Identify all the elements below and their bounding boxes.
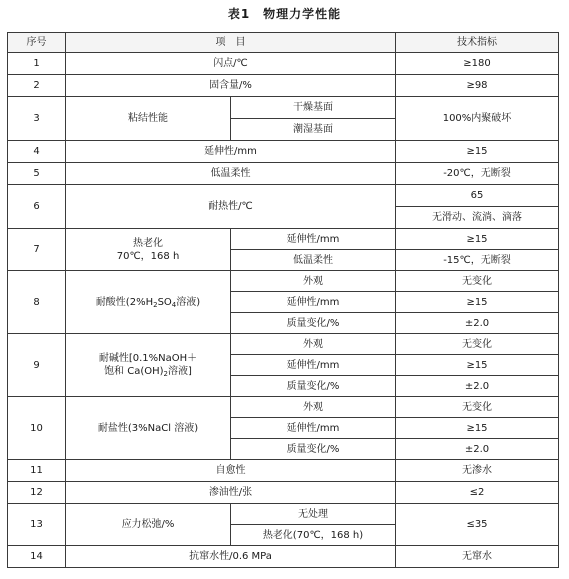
row-subitem: 延伸性/mm [231,355,396,376]
row-subitem: 延伸性/mm [231,292,396,313]
row-number: 8 [8,271,66,334]
table-row [8,163,559,185]
subscript: 4 [171,300,177,309]
table-caption: 表1 物理力学性能 [227,7,342,21]
row-spec: 无变化 [396,271,559,292]
header-spec: 技术指标 [396,33,559,53]
row-subitem: 热老化(70℃，168 h) [231,525,396,546]
row-subitem: 低温柔性 [231,250,396,271]
row-item: 抗窜水性/0.6 MPa [66,546,396,568]
row-spec: ≥98 [396,75,559,97]
row-spec: ≥180 [396,53,559,75]
row-subitem: 质量变化/% [231,439,396,460]
row-item: 延伸性/mm [66,141,396,163]
row-spec: 无变化 [396,334,559,355]
row-spec: ≤2 [396,482,559,504]
row-number: 11 [8,460,66,482]
row-item-line2 [68,365,228,378]
row-subitem: 质量变化/% [231,376,396,397]
row-item: 耐热性/℃ [66,185,396,229]
row-number: 5 [8,163,66,185]
row-subitem: 外观 [231,271,396,292]
row-number: 13 [8,504,66,546]
header-row [8,33,559,53]
row-subitem: 延伸性/mm [231,418,396,439]
row-spec: 无渗水 [396,460,559,482]
row-spec: ≥15 [396,229,559,250]
row-subitem: 外观 [231,334,396,355]
item-text: 饱和 Ca(OH) [104,366,164,377]
row-item: 自愈性 [66,460,396,482]
table-row [8,397,559,418]
row-spec: 65 [396,185,559,207]
item-text: 溶液] [168,366,192,377]
table-row [8,334,559,355]
row-spec: 无窜水 [396,546,559,568]
table-row [8,504,559,525]
subscript: 2 [163,370,169,378]
header-item: 项 目 [66,33,396,53]
table-row [8,75,559,97]
table-row [8,482,559,504]
row-item-line2: 70℃，168 h [116,250,180,262]
row-subitem: 潮湿基面 [231,119,396,141]
row-number: 12 [8,482,66,504]
row-item: 粘结性能 [66,97,231,141]
row-item [66,229,231,271]
row-number: 6 [8,185,66,229]
row-item-line1: 耐碱性[0.1%NaOH＋ [98,353,198,364]
row-item-line1: 热老化 [133,237,163,249]
table-row [8,141,559,163]
item-text: SO [157,296,172,308]
row-item: 耐盐性(3%NaCl 溶液) [66,397,231,460]
table-row [8,229,559,250]
row-spec: -15℃，无断裂 [396,250,559,271]
row-item: 渗油性/张 [66,482,396,504]
row-spec: ≤35 [396,504,559,546]
row-subitem: 干燥基面 [231,97,396,119]
row-number: 9 [8,334,66,397]
row-item: 应力松弛/% [66,504,231,546]
row-spec: 100%内聚破坏 [396,97,559,141]
table-row [8,97,559,119]
row-number: 3 [8,97,66,141]
table-row [8,185,559,207]
table-row [8,460,559,482]
row-number: 2 [8,75,66,97]
row-number: 14 [8,546,66,568]
row-item [66,334,231,397]
row-item [66,271,231,334]
item-text: 溶液) [176,296,201,308]
row-number: 1 [8,53,66,75]
subscript: 2 [153,300,158,309]
row-spec: ≥15 [396,418,559,439]
row-spec: ≥15 [396,141,559,163]
row-spec: 无变化 [396,397,559,418]
row-subitem: 无处理 [231,504,396,525]
row-subitem: 延伸性/mm [231,229,396,250]
row-item: 低温柔性 [66,163,396,185]
row-number: 7 [8,229,66,271]
table-row [8,546,559,568]
row-spec: ≥15 [396,292,559,313]
item-text: 耐酸性(2%H [95,296,154,308]
row-subitem: 质量变化/% [231,313,396,334]
row-item: 闪点/℃ [66,53,396,75]
table-row [8,53,559,75]
row-spec: -20℃，无断裂 [396,163,559,185]
table-row [8,271,559,292]
row-number: 4 [8,141,66,163]
row-spec: 无滑动、流淌、滴落 [396,207,559,229]
row-subitem: 外观 [231,397,396,418]
row-item: 固含量/% [66,75,396,97]
header-seq: 序号 [8,33,66,53]
row-spec: ±2.0 [396,313,559,334]
row-number: 10 [8,397,66,460]
row-spec: ±2.0 [396,439,559,460]
row-spec: ±2.0 [396,376,559,397]
row-spec: ≥15 [396,355,559,376]
properties-table [7,32,559,568]
